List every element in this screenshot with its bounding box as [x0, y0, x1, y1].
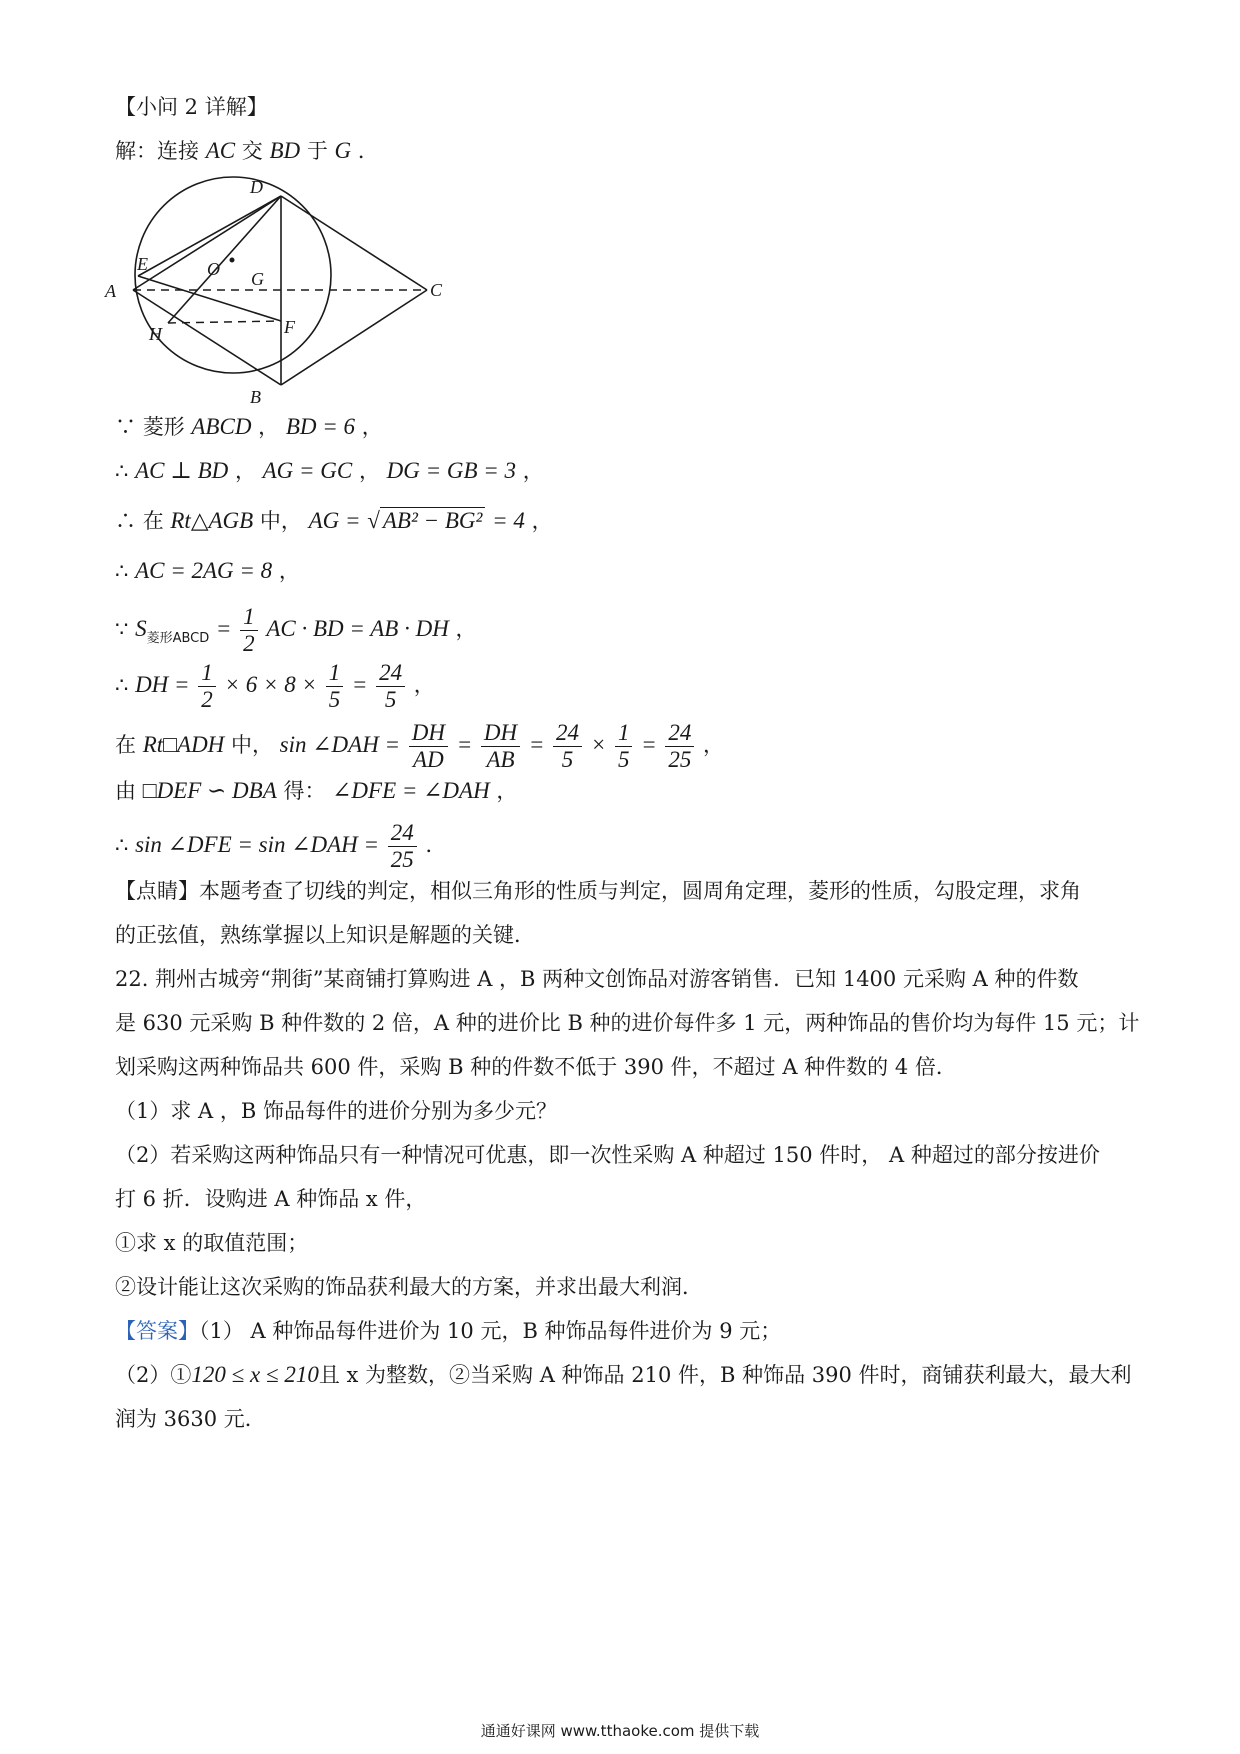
therefore-symbol: ∴ [115, 673, 129, 697]
answer-1: （1） A 种饰品每件进价为 10 元，B 种饰品每件进价为 9 元； [199, 1319, 782, 1343]
comment-line-2: 的正弦值，熟练掌握以上知识是解题的关键． [115, 923, 535, 947]
answer-tag: 【答案】 [115, 1319, 199, 1343]
dh-lhs: DH = [135, 672, 190, 697]
fraction-numerator: DH [481, 720, 520, 747]
intro-mid: 交 [241, 139, 263, 163]
fraction-denominator: 5 [561, 747, 574, 772]
fraction-numerator: 1 [615, 720, 633, 747]
fraction-denominator: AB [486, 747, 515, 772]
area-subscript: 菱形ABCD [146, 631, 210, 646]
triangle-adh: Rt□ADH [142, 732, 225, 757]
step-5-end: ， [455, 617, 477, 641]
bd-value: BD = 6 [285, 414, 355, 439]
fraction-denominator: 5 [617, 747, 630, 772]
answer-line-3: 润为 3630 元． [115, 1407, 266, 1431]
step-1-text: 菱形 [142, 415, 185, 439]
section-heading: 【小问 2 详解】 [115, 95, 268, 119]
step-5 [115, 604, 477, 657]
times: × [590, 732, 607, 757]
sqrt-radicand: AB² − BG² [380, 507, 486, 534]
fraction-denominator: 2 [201, 687, 213, 712]
segment-hf-dashed [168, 321, 281, 323]
equals: = [456, 732, 473, 757]
step-7-end: ， [703, 733, 725, 757]
step-9 [115, 820, 446, 873]
intro-line [115, 136, 379, 166]
area-expression: AC · BD = AB · DH [266, 616, 449, 641]
ag-result: = 4 [492, 508, 525, 533]
center-dot [230, 258, 235, 263]
fraction-numerator: DH [409, 720, 448, 747]
step-2-end: ， [522, 459, 544, 483]
fraction-numerator: 1 [198, 660, 216, 687]
area-symbol: S [135, 616, 147, 641]
label-h: H [149, 324, 162, 344]
step-3-text-2: 中， [259, 509, 302, 533]
label-a: A [105, 281, 116, 301]
step-4 [115, 556, 300, 586]
label-f: F [284, 317, 295, 337]
answer-line-2 [115, 1360, 1132, 1390]
label-o: O [207, 259, 220, 279]
therefore-symbol: ∴ [115, 509, 136, 533]
comment-line-1: 【点睛】本题考查了切线的判定，相似三角形的性质与判定，圆周角定理，菱形的性质，勾股定理，求角 [115, 879, 1081, 903]
step-2-comma-2: ， [358, 459, 380, 483]
question-2-part-b: ②设计能让这次采购的饰品获利最大的方案，并求出最大利润． [115, 1275, 703, 1299]
side-dc [281, 196, 427, 290]
step-8-text: 由 [115, 779, 136, 803]
fraction-denominator: 5 [328, 687, 341, 712]
fraction-numerator: 1 [240, 604, 258, 631]
label-g: G [251, 269, 264, 289]
fraction-numerator: 24 [553, 720, 582, 747]
fraction-denominator: 5 [384, 687, 397, 712]
fraction-numerator: 24 [376, 660, 405, 687]
step-1 [115, 412, 383, 442]
answer-2-range: 120 ≤ x ≤ 210 [191, 1362, 319, 1387]
step-6-end: ， [413, 673, 435, 697]
step-2-comma-1: ， [234, 459, 256, 483]
step-8 [115, 776, 517, 806]
problem-22-line-1: 22. 荆州古城旁“荆街”某商铺打算购进 A ，B 两种文创饰品对游客销售．已知 1400 元采购 A 种的件数 [115, 967, 1079, 991]
equals: = [528, 732, 545, 757]
fraction-numerator: 1 [326, 660, 344, 687]
side-cb [281, 290, 427, 385]
geometry-figure [105, 177, 470, 408]
intro-mid2: 于 [306, 139, 328, 163]
because-symbol: ∵ [115, 415, 136, 439]
segment-bd: BD [269, 138, 301, 163]
question-2-line-1: （2）若采购这两种饰品只有一种情况可优惠，即一次性采购 A 种超过 150 件时， A 种超过的部分按进价 [115, 1143, 1100, 1167]
step-2 [115, 456, 544, 486]
rhombus-name: ABCD [191, 414, 252, 439]
ag-equals-gc: AG = GC [262, 458, 353, 483]
step-6 [115, 660, 435, 713]
step-3-text: 在 [142, 509, 164, 533]
because-symbol: ∵ [115, 617, 129, 641]
answer-2-rest: 且 x 为整数，②当采购 A 种饰品 210 件，B 种饰品 390 件时，商铺获利最大，最大利 [318, 1363, 1132, 1387]
step-7 [115, 720, 724, 773]
product-terms: × 6 × 8 × [224, 672, 317, 697]
question-2-line-2: 打 6 折．设购进 A 种饰品 x 件， [115, 1187, 427, 1211]
step-3: ∴ 在 Rt△AGB 中， AG = √ AB² − BG² = 4 ， [115, 508, 553, 533]
step-4-end: ， [278, 559, 300, 583]
equals: = [351, 672, 368, 697]
footer-watermark: 通通好课网 www.tthaoke.com 提供下载 [480, 1722, 760, 1740]
fraction-denominator: 2 [243, 631, 255, 656]
step-7-text: 在 [115, 733, 136, 757]
step-9-end: ． [425, 833, 447, 857]
fraction-denominator: AD [413, 747, 444, 772]
fraction-denominator: 25 [668, 747, 692, 772]
question-2-part-a: ①求 x 的取值范围； [115, 1231, 309, 1255]
intro-end: ． [357, 139, 379, 163]
problem-22-line-2: 是 630 元采购 B 种件数的 2 倍，A 种的进价比 B 种的进价每件多 1 元，两种饰品的售价均为每件 15 元；计 [115, 1011, 1140, 1035]
therefore-symbol: ∴ [115, 459, 129, 483]
label-e: E [137, 254, 148, 274]
perpendicular-statement: AC ⊥ BD [135, 458, 229, 483]
similar-triangles: □DEF ∽ DBA [142, 778, 277, 803]
answer-2-prefix: （2）① [115, 1363, 192, 1387]
fraction-numerator: 24 [388, 820, 417, 847]
step-1-end: ， [361, 415, 383, 439]
fraction-denominator: 25 [390, 847, 414, 872]
sin-dah-lhs: sin ∠DAH = [279, 732, 401, 757]
step-3-end: ， [531, 509, 553, 533]
equals: = [215, 616, 232, 641]
triangle-agb: Rt△AGB [170, 508, 254, 533]
answer-line-1 [115, 1316, 781, 1346]
sin-dfe-lhs: sin ∠DFE = sin ∠DAH = [135, 832, 380, 857]
step-8-text-2: 得： [283, 779, 326, 803]
label-b: B [250, 387, 261, 407]
label-c: C [430, 280, 443, 300]
point-g: G [334, 138, 352, 163]
intro-prefix: 解：连接 [115, 139, 199, 163]
fraction-numerator: 24 [665, 720, 694, 747]
question-1: （1）求 A ，B 饰品每件的进价分别为多少元？ [115, 1099, 557, 1123]
step-1-comma: ， [258, 415, 280, 439]
label-d: D [250, 177, 263, 197]
ag-lhs: AG = [308, 508, 361, 533]
segment-ac: AC [205, 138, 236, 163]
step-8-end: ， [496, 779, 518, 803]
therefore-symbol: ∴ [115, 559, 129, 583]
angle-equality: ∠DFE = ∠DAH [332, 778, 490, 803]
dg-equals-gb: DG = GB = 3 [386, 458, 517, 483]
problem-22-line-3: 划采购这两种饰品共 600 件，采购 B 种的件数不低于 390 件，不超过 A 种件数的 4 倍． [115, 1055, 957, 1079]
equals: = [641, 732, 657, 757]
step-7-text-2: 中， [230, 733, 273, 757]
therefore-symbol: ∴ [115, 833, 129, 857]
circle-o [135, 177, 331, 373]
ac-value: AC = 2AG = 8 [135, 558, 273, 583]
